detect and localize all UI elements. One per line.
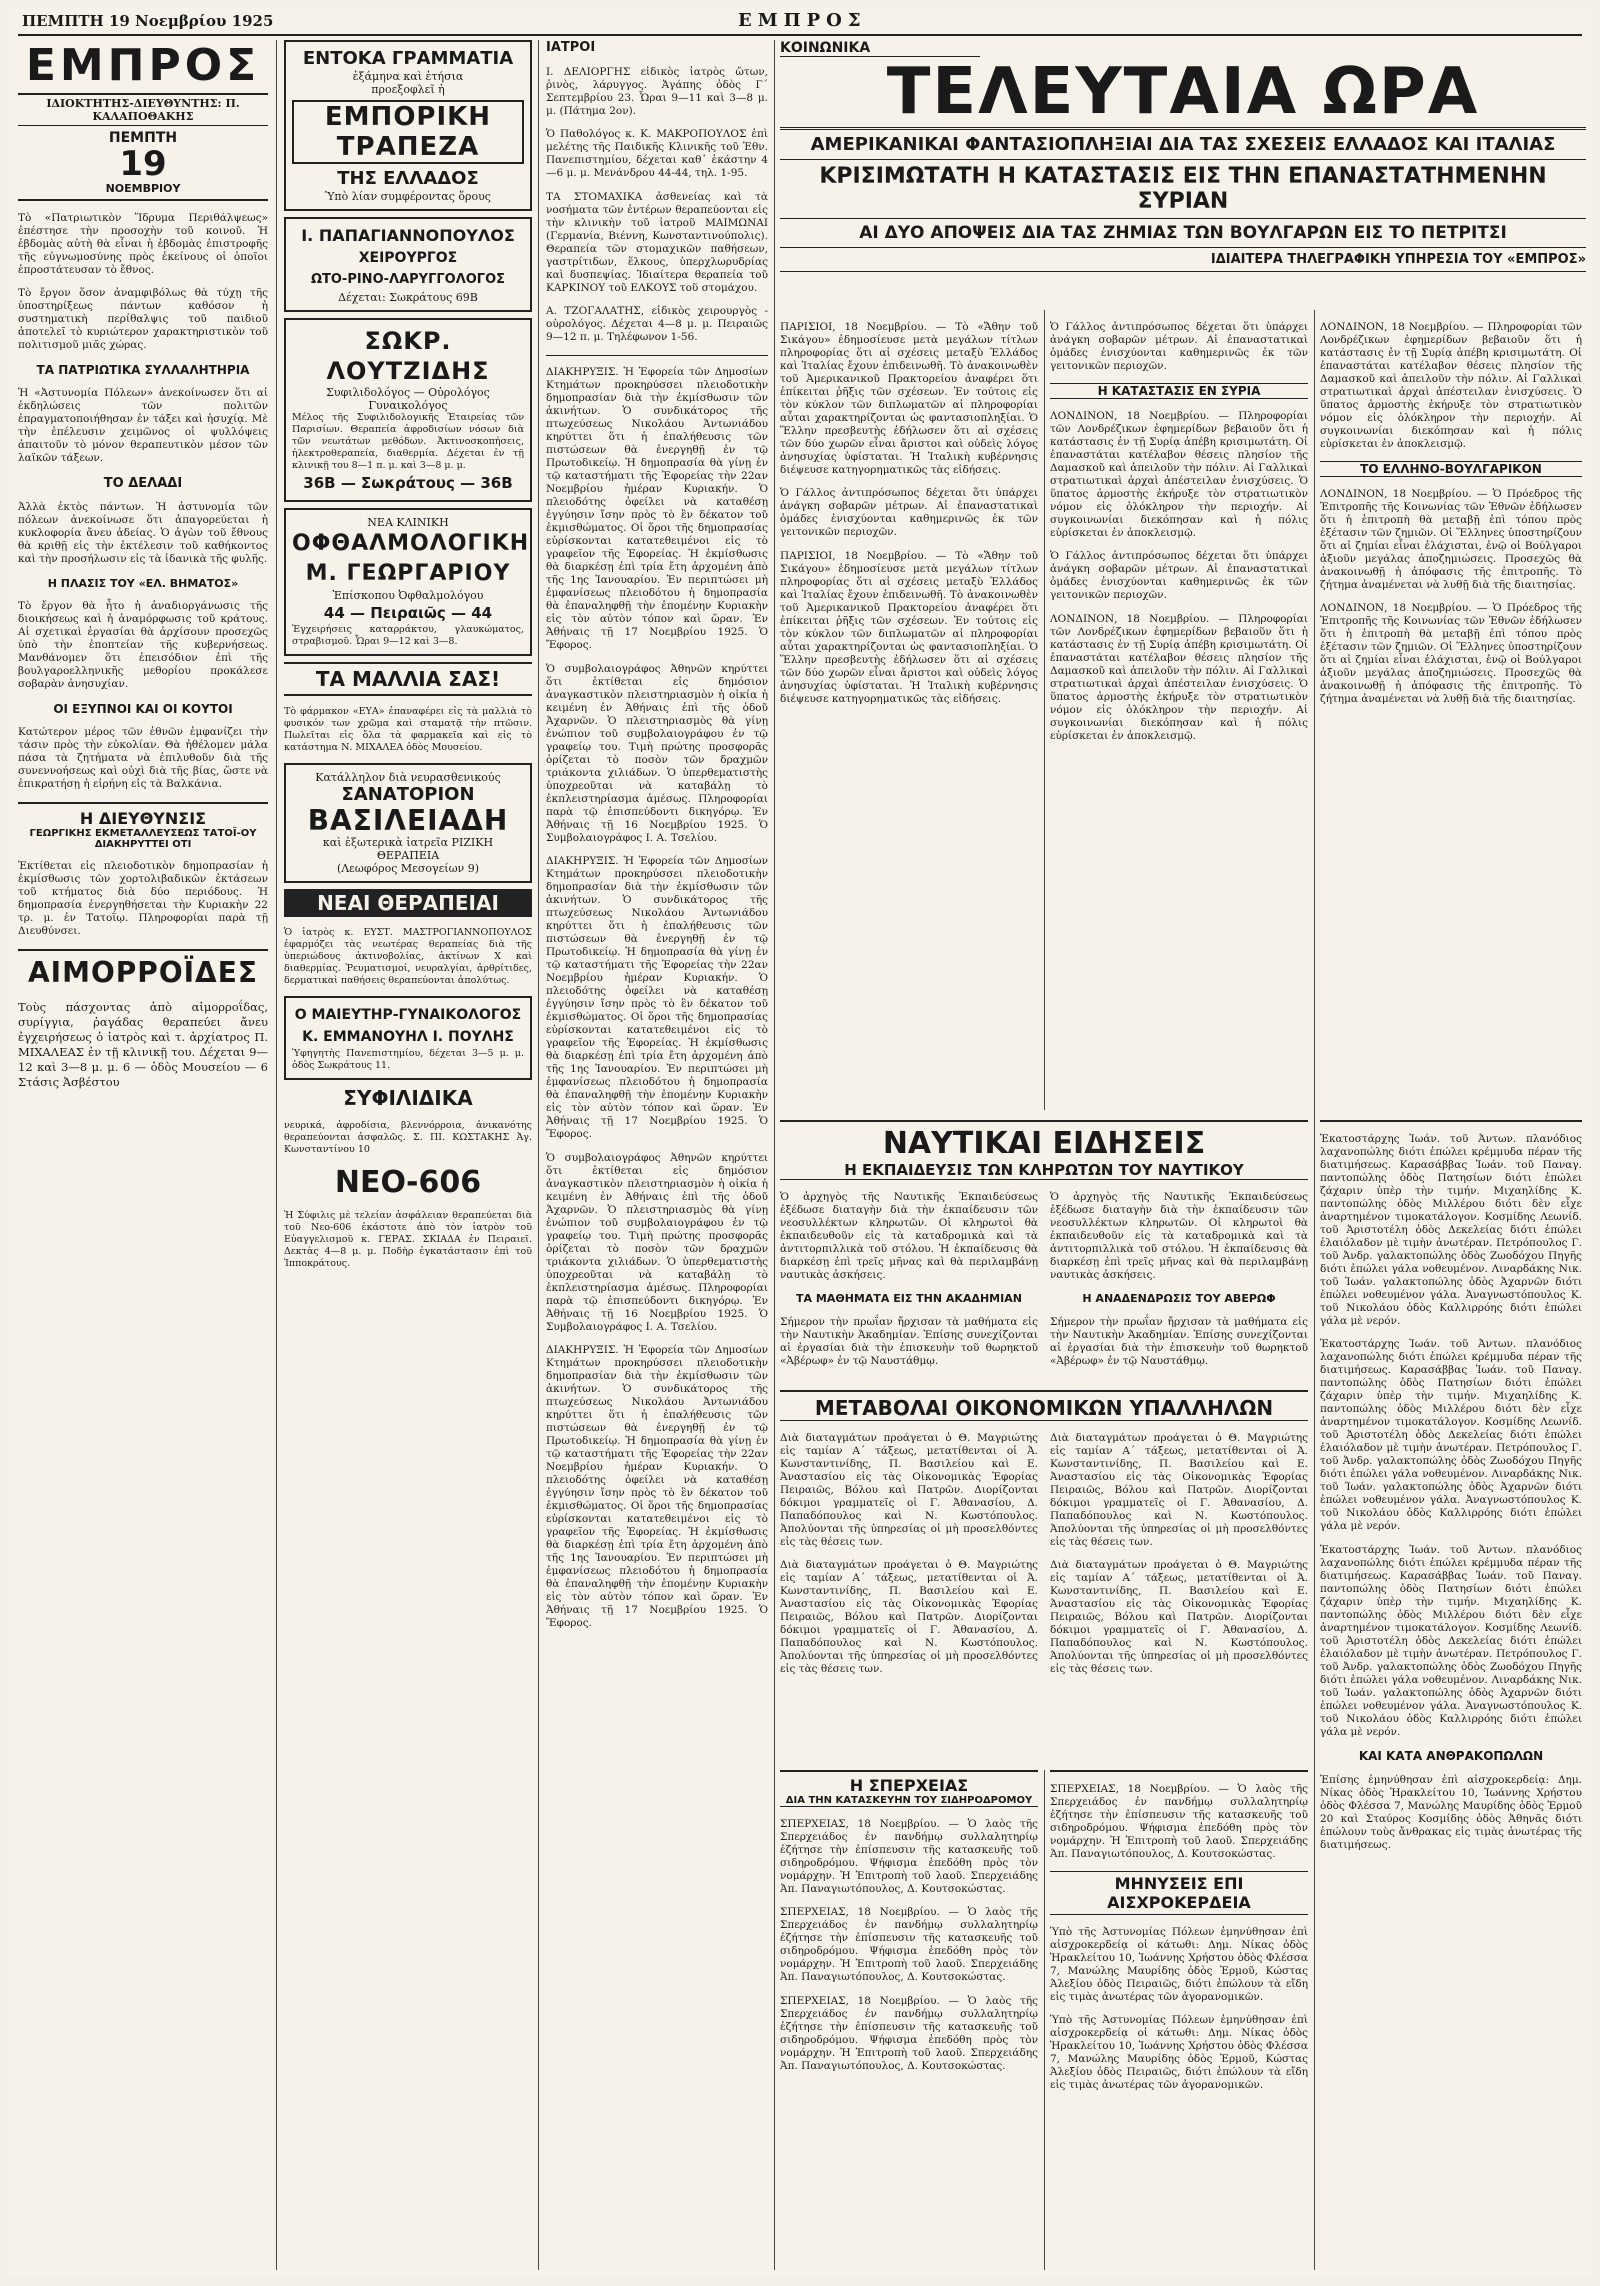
ad-oph-line5: 44 — Πειραιῶς — 44 xyxy=(323,604,493,622)
date-box xyxy=(18,126,268,201)
right-block xyxy=(780,40,1586,2270)
ad-obst-line2: Κ. ΕΜΜΑΝΟΥΗΛ Ι. ΠΟΥΛΗΣ xyxy=(302,1029,514,1045)
headline-2: ΚΡΙΣΙΜΩΤΑΤΗ Η ΚΑΤΑΣΤΑΣΙΣ ΕΙΣ ΤΗΝ ΕΠΑΝΑΣΤΑΤΗΜΕΝΗΝ ΣΥΡΙΑΝ xyxy=(780,160,1586,219)
ad-bank-line6: Ὑπὸ λίαν συμφέροντας ὅρους xyxy=(325,190,491,203)
ad-loutzidis-text: Μέλος τῆς Συφιλιδολογικῆς Ἑταιρείας τῶν Παρισίων. Θεραπεία ἀφροδισίων νόσων διὰ τῶν νεωτάτων μεθόδων. Ἀκτινοσκοπήσεις, ἠλεκτροθεραπεία, διαθερμία. Δέχεται ἐν τῇ κλινικῇ του 8—1 π. μ. καὶ 3—8 μ. μ. xyxy=(292,412,524,471)
ad-neo606-text: Ἡ Σύφιλις μὲ τελείαν ἀσφάλειαν θεραπεύεται διὰ τοῦ Νεο-606 ἑκάστοτε ἀπὸ τὸν ἰατρὸν τοῦ Εὐαγγελισμοῦ κ. ΓΕΡΑΣ. ΣΚΙΑΔΑ ἐν Πειραιεῖ. Δεκτὰς 4—8 μ. μ. Ποδὴρ ἐγκατάστασιν ἐπὶ τοῦ Ἱπποκράτους. xyxy=(284,1209,532,1269)
listings-column xyxy=(1320,1120,1582,2270)
date-number: 19 xyxy=(119,144,167,184)
ad-bank-line3: προεξοφλεῖ ἡ xyxy=(371,83,445,96)
headline-1: ΑΜΕΡΙΚΑΝΙΚΑΙ ΦΑΝΤΑΣΙΟΠΛΗΞΙΑΙ ΔΙΑ ΤΑΣ ΣΧΕΣΕΙΣ ΕΛΛΑΔΟΣ ΚΑΙ ΙΤΑΛΙΑΣ xyxy=(780,130,1586,160)
ad-loutzidis-address: 36Β — Σωκράτους — 36Β xyxy=(303,474,513,492)
col1-sub3: Η ΠΛΑΣΙΣ ΤΟΥ «ΕΛ. ΒΗΜΑΤΟΣ» xyxy=(47,576,239,590)
col1-sub5: Η ΔΙΕΥΘΥΝΣΙΣ xyxy=(79,808,207,828)
column-rule xyxy=(276,40,277,2270)
right-text: Ἐκατοστάρχης Ἰωάν. τοῦ Ἀντων. πλανόδιος λαχανοπώλης διότι ἐπώλει κρέμμυδα πέραν τῆς διατιμήσεως. Καρασάββας Ἰωάν. τοῦ Παναγ. παντοπώλης ὁδὸς Πατησίων διότι ἐπώλει ζάχαριν ὑπὲρ τὴν τιμήν. Μιχαηλίδης Κ. παντοπώλης ὁδὸς Μιλλέρου διότι δὲν εἶχε ἀναρτημένον τιμοκατάλογον. Κοσμίδης Λεωνίδ. τοῦ Ἀριστοτέλη ὁδὸς Δεκελείας διότι ἐπώλει ἐλαιόλαδον μὲ τιμὴν ἀνωτέραν. Πετρόπουλος Γ. τοῦ Ἀνδρ. γαλακτοπώλης ὁδὸς Ζωοδόχου Πηγῆς διότι ἐπώλει γάλα νοθευμένον. Λιναρδάκης Νικ. τοῦ Ἰωάν. γαλακτοπώλης ὁδὸς Ἀχαρνῶν διότι ἐπώλει νοθευμένον γάλα. Ἀναγνωστόπουλος Κ. τοῦ Νικολάου ὁδὸς Καλλιρρόης διότι ἐπώλει γάλα μὲ νερόν. xyxy=(1320,1132,1582,1327)
column-rule xyxy=(538,40,539,2270)
news-a2c: ΛΟΝΔΙΝΟΝ, 18 Νοεμβρίου. — Πληροφορίαι τῶν Λονδρέζικων ἐφημερίδων βεβαιοῦν ὅτι ἡ κατάστασις ἐν τῇ Συρίᾳ ἀπέβη κρισιμωτάτη. Οἱ ἐπαναστάται κατέλαβον θέσεις πλησίον τῆς Δαμασκοῦ καὶ ἀπειλοῦν τὴν πόλιν. Αἱ Γαλλικαὶ στρατιωτικαὶ ἀρχαὶ ἀπέστειλαν ἐνισχύσεις. Ὁ ὕπατος ἁρμοστὴς ἐκήρυξε τὸν στρατιωτικὸν νόμον εἰς ὁλόκληρον τὴν περιοχήν. Αἱ συγκοινωνίαι διεκόπησαν καὶ ἡ πόλις εὑρίσκεται ἐν ἀποκλεισμῷ. xyxy=(1320,320,1582,450)
ad-loutzidis-spec: Συφιλιδολόγος — Οὐρολόγος Γυναικολόγος xyxy=(326,386,490,412)
news-a1: ΠΑΡΙΣΙΟΙ, 18 Νοεμβρίου. — Τὸ «Ἄθην τοῦ Σικάγου» ἐδημοσίευσε μετὰ μεγάλων τίτλων πληροφορίας ὅτι αἱ σχέσεις μεταξὺ Ἑλλάδος καὶ Ἰταλίας ἔχουν ἐπιδεινωθῆ. Τὸ ἀνακοινωθὲν τοῦ Ἀμερικανικοῦ Πρακτορείου ἀναφέρει ὅτι ἐπίκειται ῥῆξις τῶν σχέσεων. Ἐν τούτοις εἰς τὸν κύκλον τῶν διπλωματῶν αἱ πληροφορίαι αὗται χαρακτηρίζονται ὡς φαντασιοπληξίαι. Ὁ Ἕλλην πρεσβευτὴς ἐδήλωσεν ὅτι αἱ σχέσεις τῶν δύο χωρῶν εἶναι ἄριστοι καὶ οὐδεὶς λόγος ἀνησυχίας ὑφίσταται. Ἡ Ἰταλικὴ κυβέρνησις διέψευσε κατηγορηματικῶς τὰς εἰδήσεις. xyxy=(780,320,1038,476)
ad-syphilis-title: ΣΥΦΙΛΙΔΙΚΑ xyxy=(343,1086,473,1110)
econ-text-d: Διὰ διαταγμάτων προάγεται ὁ Θ. Μαγριώτης εἰς ταμίαν Α΄ τάξεως, μετατίθενται οἱ Ἀ. Κωνσταντινίδης, Π. Βασιλείου καὶ Ε. Ἀναστασίου εἰς τὰς Οἰκονομικὰς Ἐφορίας Πειραιῶς, Βόλου καὶ Πατρῶν. Διορίζονται δόκιμοι γραμματεῖς οἱ Γ. Ἀθανασίου, Δ. Παπαδόπουλος καὶ Ν. Κωστόπουλος. Ἀπολύονται τῆς ὑπηρεσίας οἱ μὴ προσελθόντες εἰς τὰς θέσεις των. xyxy=(1050,1559,1308,1675)
naval-news xyxy=(780,1120,1308,1382)
ad-sanatorium-line2: ΣΑΝΑΤΟΡΙΟΝ xyxy=(341,784,475,805)
col3-p3: ΤΑ ΣΤΟΜΑΧΙΚΑ ἀσθενείας καὶ τὰ νοσήματα τῶν ἐντέρων θεραπεύονται εἰς τὴν κλινικὴν τοῦ ἰατροῦ ΜΑΙΜΩΝΑΙ (Γερμανία, Βιέννη, Κωνσταντινούπολις). Θεραπεία τῶν στομαχικῶν παθήσεων, γαστρίτιδων, ἕλκους, ὑπερχλωρυδρίας καὶ δυσπεψίας. Ἰδιαίτερα θεραπεία τοῦ ΚΑΡΚΙΝΟΥ τοῦ ΕΛΚΟΥΣ τοῦ στομάχου. xyxy=(546,190,768,294)
date-line: ΠΕΜΠΤΗ 19 Νοεμβρίου 1925 xyxy=(22,12,274,30)
date-day: ΠΕΜΠΤΗ xyxy=(108,130,178,146)
naval-text2: Σήμερον τὴν πρωΐαν ἤρχισαν τὰ μαθήματα εἰς τὴν Ναυτικὴν Ἀκαδημίαν. Ἐπίσης συνεχίζονται αἱ ἐργασίαι διὰ τὴν ἐπισκευὴν τοῦ θωρηκτοῦ «Ἀβέρωφ» ἐν τῷ Ναυστάθμῳ. xyxy=(780,1315,1038,1367)
right-text-c: Ἐκατοστάρχης Ἰωάν. τοῦ Ἀντων. πλανόδιος λαχανοπώλης διότι ἐπώλει κρέμμυδα πέραν τῆς διατιμήσεως. Καρασάββας Ἰωάν. τοῦ Παναγ. παντοπώλης ὁδὸς Πατησίων διότι ἐπώλει ζάχαριν ὑπὲρ τὴν τιμήν. Μιχαηλίδης Κ. παντοπώλης ὁδὸς Μιλλέρου διότι δὲν εἶχε ἀναρτημένον τιμοκατάλογον. Κοσμίδης Λεωνίδ. τοῦ Ἀριστοτέλη ὁδὸς Δεκελείας διότι ἐπώλει ἐλαιόλαδον μὲ τιμὴν ἀνωτέραν. Πετρόπουλος Γ. τοῦ Ἀνδρ. γαλακτοπώλης ὁδὸς Ζωοδόχου Πηγῆς διότι ἐπώλει γάλα νοθευμένον. Λιναρδάκης Νικ. τοῦ Ἰωάν. γαλακτοπώλης ὁδὸς Ἀχαρνῶν διότι ἐπώλει νοθευμένον γάλα. Ἀναγνωστόπουλος Κ. τοῦ Νικολάου ὁδὸς Καλλιρρόης διότι ἐπώλει γάλα μὲ νερόν. xyxy=(1320,1543,1582,1738)
ad-obst-line3: Ὑφηγητὴς Πανεπιστημίου, δέχεται 3—5 μ. μ. ὁδὸς Σωκράτους 11. xyxy=(292,1048,524,1071)
news-a2: ΛΟΝΔΙΝΟΝ, 18 Νοεμβρίου. — Πληροφορίαι τῶν Λονδρέζικων ἐφημερίδων βεβαιοῦν ὅτι ἡ κατάστασις ἐν τῇ Συρίᾳ ἀπέβη κρισιμωτάτη. Οἱ ἐπαναστάται κατέλαβον θέσεις πλησίον τῆς Δαμασκοῦ καὶ ἀπειλοῦν τὴν πόλιν. Αἱ Γαλλικαὶ στρατιωτικαὶ ἀρχαὶ ἀπέστειλαν ἐνισχύσεις. Ὁ ὕπατος ἁρμοστὴς ἐκήρυξε τὸν στρατιωτικὸν νόμον εἰς ὁλόκληρον τὴν περιοχήν. Αἱ συγκοινωνίαι διεκόπησαν καὶ ἡ πόλις εὑρίσκεται ἐν ἀποκλεισμῷ. xyxy=(1050,409,1308,539)
naval-sub2: ΤΑ ΜΑΘΗΜΑΤΑ ΕΙΣ ΤΗΝ ΑΚΑΔΗΜΙΑΝ xyxy=(796,1292,1022,1305)
col1-p5: Κατώτερον μέρος τῶν ἐθνῶν ἐμφανίζει τὴν τάσιν πρὸς τὴν εὐκολίαν. Θὰ ἠθέλομεν μάλα πάσα τὰ ζητήματα νὰ ἐπιλυθοῦν διὰ τῆς συνεννοήσεως καὶ οὐχὶ διὰ τῆς βίας, ὥστε νὰ ἐπικρατήσῃ ἡ εἰρήνη εἰς τὰ Βαλκάνια. xyxy=(18,726,268,790)
divider xyxy=(18,949,268,951)
top-strip xyxy=(18,8,1582,36)
col1-p4: Τὸ ἔργον θὰ ἦτο ἡ ἀναδιοργάνωσις τῆς διοικήσεως καὶ ἡ ἀναμόρφωσις τοῦ κράτους. Αἱ σχετικαὶ ἐργασίαι θὰ ἀρχίσουν προσεχῶς ὑπὸ τὴν ἐποπτείαν τῆς κυβερνήσεως. Μανθάνομεν ὅτι ἐπεισόδιον ἐπὶ τῆς βουλγαροελληνικῆς μεθορίου προκάλεσε σοβαρὰν ἀνησυχίαν. xyxy=(18,600,268,690)
col3-p6: Ὁ συμβολαιογράφος Ἀθηνῶν κηρύττει ὅτι ἐκτίθεται εἰς δημόσιον ἀναγκαστικὸν πλειστηριασμὸν ἡ οἰκία ἡ κειμένη ἐν Ἀθήναις ἐπὶ τῆς ὁδοῦ Ἀχαρνῶν. Ὁ πλειστηριασμὸς θὰ γίνῃ ἐνώπιον τοῦ συμβολαιογράφου ἐν τῷ γραφείῳ του. Τιμὴ πρώτης προσφορᾶς ὁρίζεται τὸ ποσὸν τῶν δραχμῶν τριάκοντα χιλιάδων. Ὁ ὑπερθεματιστὴς ὑποχρεοῦται νὰ καταβάλῃ τὸ ἐκπλειστηρίασμα ἀμέσως. Πληροφορίαι παρὰ τῷ ἐπισπεύδοντι δικηγόρῳ. Ἐν Ἀθήναις τῇ 16 Νοεμβρίου 1925. Ὁ Συμβολαιογράφος Ι. Α. Τσελίου. xyxy=(546,662,768,844)
col1-sub2: ΤΟ ΔΕΛΑΔΙ xyxy=(103,475,183,491)
ad-surgeon-spec: ΩΤΟ-ΡΙΝΟ-ΛΑΡΥΓΓΟΛΟΓΟΣ xyxy=(310,272,506,287)
myn-title: ΜΗΝΥΣΕΙΣ ΕΠΙ ΑΙΣΧΡΟΚΕΡΔΕΙΑ xyxy=(1050,1871,1308,1915)
col1-p6: Ἐκτίθεται εἰς πλειοδοτικὸν δημοπρασίαν ἡ ἐκμίσθωσις τῶν χορτολιβαδικῶν ἐκτάσεων τοῦ κτήματος διὰ δύο περιόδους. Ἡ δημοπρασία ἐνεργηθήσεται τὴν Κυριακὴν 22 τρ. μ. ἐν Τατοΐῳ. Πληροφορίαι παρὰ τῇ Διευθύνσει. xyxy=(18,860,268,937)
ad-oph-line4: Ἐπίσκοπου Ὀφθαλμολόγου xyxy=(332,589,484,602)
ad-sanatorium-line4: καὶ ἐξωτερικὰ ἰατρεῖα ΡΙΖΙΚΗ ΘΕΡΑΠΕΙΑ xyxy=(322,836,494,862)
column-2-ads xyxy=(284,40,532,2270)
ad-therapies-text: Ὁ ἰατρὸς κ. ΕΥΣΤ. ΜΑΣΤΡΟΓΙΑΝΝΟΠΟΥΛΟΣ ἐφαρμόζει τὰς νεωτέρας θεραπείας διὰ τῆς ὑπεριώδους ἀκτινοβολίας, ἀκτίνων Χ καὶ διαθερμίας. Ῥευματισμοί, νευραλγίαι, ἀρθρίτιδες, δερματικαὶ παθήσεις θεραπεύονται ἀπολύτως. xyxy=(284,926,532,986)
ad-loutzidis xyxy=(284,318,532,502)
news-sub1: Η ΚΑΤΑΣΤΑΣΙΣ ΕΝ ΣΥΡΙΑ xyxy=(1050,383,1308,399)
newspaper-page xyxy=(8,8,1592,2278)
news-a4: ΛΟΝΔΙΝΟΝ, 18 Νοεμβρίου. — Ὁ Πρόεδρος τῆς Ἐπιτροπῆς τῆς Κοινωνίας τῶν Ἐθνῶν ἐδήλωσεν ὅτι ἡ ἐπιτροπὴ θὰ μεταβῇ ἐπὶ τόπου πρὸς ἐξέτασιν τῶν ζημιῶν. Οἱ Ἕλληνες ὑποστηρίζουν ὅτι αἱ ζημίαι εἶναι ἐλάχισται, ἐνῷ οἱ Βούλγαροι ἀξιοῦν μεγάλας ἀποζημιώσεις. Προσεχῶς θὰ ἀνακοινωθῇ ἡ ἀπόφασις τῆς ἐπιτροπῆς. Τὸ ζήτημα ἀναμένεται νὰ λυθῇ διὰ τῆς διαιτησίας. xyxy=(1320,487,1582,591)
ad-ophthalmology xyxy=(284,508,532,656)
news-a3: Ὁ Γάλλος ἀντιπρόσωπος δέχεται ὅτι ὑπάρχει ἀνάγκη σοβαρῶν μέτρων. Αἱ ἐπαναστατικαὶ ὁμάδες ἐνισχύονται καθημερινῶς ἐκ τῶν γειτονικῶν περιοχῶν. xyxy=(780,487,1038,538)
economic-officials xyxy=(780,1390,1308,1762)
news-a2b: ΛΟΝΔΙΝΟΝ, 18 Νοεμβρίου. — Πληροφορίαι τῶν Λονδρέζικων ἐφημερίδων βεβαιοῦν ὅτι ἡ κατάστασις ἐν τῇ Συρίᾳ ἀπέβη κρισιμωτάτη. Οἱ ἐπαναστάται κατέλαβον θέσεις πλησίον τῆς Δαμασκοῦ καὶ ἀπειλοῦν τὴν πόλιν. Αἱ Γαλλικαὶ στρατιωτικαὶ ἀρχαὶ ἀπέστειλαν ἐνισχύσεις. Ὁ ὕπατος ἁρμοστὴς ἐκήρυξε τὸν στρατιωτικὸν νόμον εἰς ὁλόκληρον τὴν περιοχήν. Αἱ συγκοινωνίαι διεκόπησαν καὶ ἡ πόλις εὑρίσκεται ἐν ἀποκλεισμῷ. xyxy=(1050,612,1308,742)
masthead-title: ΕΜΠΡΟΣ xyxy=(18,40,268,95)
masthead-small: ΕΜΠΡΟΣ xyxy=(738,10,867,31)
right-sub: ΚΑΙ ΚΑΤΑ ΑΝΘΡΑΚΟΠΩΛΩΝ xyxy=(1358,1749,1544,1763)
naval-title: ΝΑΥΤΙΚΑΙ ΕΙΔΗΣΕΙΣ xyxy=(882,1126,1206,1161)
ad-neo606-title: ΝΕΟ-606 xyxy=(334,1165,482,1200)
col3-p5-repeat2: ΔΙΑΚΗΡΥΞΙΣ. Ἡ Ἐφορεία τῶν Δημοσίων Κτημάτων προκηρύσσει πλειοδοτικὴν δημοπρασίαν διὰ τὴν ἐκμίσθωσιν τῶν ἀκινήτων. Ὁ συνδικάτορος τῆς πτωχεύσεως Νικολάου Ἀντωνιάδου κηρύττει ὅτι ἡ ἐπαλήθευσις τῶν πιστώσεων θὰ ἐνεργηθῇ ἐν τῷ Πρωτοδικείῳ. Ἡ δημοπρασία θὰ γίνῃ ἐν τῷ καταστήματι τῆς Ἐφορείας τὴν 22αν Νοεμβρίου ἡμέραν Κυριακήν. Ὁ πλειοδότης ὀφείλει νὰ καταθέσῃ ἐγγύησιν ἴσην πρὸς τὸ ἓν δέκατον τοῦ ἐκμισθώματος. Οἱ ὅροι τῆς δημοπρασίας εὑρίσκονται κατατεθειμένοι εἰς τὸ γραφεῖον τῆς Ἐφορείας. Ἡ ἐκμίσθωσις θὰ διαρκέσῃ ἐπὶ τρία ἔτη ἀρχομένη ἀπὸ τῆς 1ης Ἰανουαρίου. Ἐν περιπτώσει μὴ ἐμφανίσεως πλειοδότου ἡ δημοπρασία θὰ ἐπαναληφθῇ τὴν ἑπομένην Κυριακὴν εἰς τὸν αὐτὸν τόπον καὶ ὥραν. Ἐν Ἀθήναις τῇ 17 Νοεμβρίου 1925. Ὁ Ἔφορος. xyxy=(546,1344,768,1629)
ad-oph-line3: Μ. ΓΕΩΡΓΑΡΙΟΥ xyxy=(305,561,511,586)
ad-oph-line1: ΝΕΑ ΚΛΙΝΙΚΗ xyxy=(367,516,449,529)
ad-syphilis-text: νευρικά, ἀφροδίσια, βλεννόρροια, ἀνικανότης θεραπεύονται ἀσφαλῶς. Σ. ΠΙ. ΚΩΣΤΑΚΗΣ Ἀγ. Κωνσταντίνου 10 xyxy=(284,1119,532,1155)
spercheias-section xyxy=(780,1770,1038,2270)
news-a4b: ΛΟΝΔΙΝΟΝ, 18 Νοεμβρίου. — Ὁ Πρόεδρος τῆς Ἐπιτροπῆς τῆς Κοινωνίας τῶν Ἐθνῶν ἐδήλωσεν ὅτι ἡ ἐπιτροπὴ θὰ μεταβῇ ἐπὶ τόπου πρὸς ἐξέτασιν τῶν ζημιῶν. Οἱ Ἕλληνες ὑποστηρίζουν ὅτι αἱ ζημίαι εἶναι ἐλάχισται, ἐνῷ οἱ Βούλγαροι ἀξιοῦν μεγάλας ἀποζημιώσεις. Προσεχῶς θὰ ἀνακοινωθῇ ἡ ἀπόφασις τῆς ἐπιτροπῆς. Τὸ ζήτημα ἀναμένεται νὰ λυθῇ διὰ τῆς διαιτησίας. xyxy=(1320,602,1582,705)
right-text2: Ἐπίσης ἐμηνύθησαν ἐπὶ αἰσχροκερδείᾳ: Δημ. Νίκας ὁδὸς Ἡρακλείτου 10, Ἰωάννης Χρήστου ὁδὸς Φλέσσα 7, Μανώλης Μαυρίδης ὁδὸς Ἑρμοῦ 20 καὶ Σταύρος Κοσμίδης ὁδὸς Ἀθηνᾶς διότι ἐπώλουν τοὺς ἄνθρακας εἰς τιμὰς ἀνωτέρας τῆς διατιμήσεως. xyxy=(1320,1773,1582,1851)
ad-bank-line2: ἐξάμηνα καὶ ἐτήσια xyxy=(352,70,464,83)
col3-p4: Α. ΤΖΟΓΑΛΑΤΗΣ, εἰδικὸς χειρουργὸς - οὐρολόγος. Δέχεται 4—8 μ. μ. Πειραιῶς 9—12 π. μ. Τηλέφωνον 1-56. xyxy=(546,305,768,343)
naval-text-b: Ὁ ἀρχηγὸς τῆς Ναυτικῆς Ἐκπαιδεύσεως ἐξέδωσε διαταγὴν διὰ τὴν ἐκπαίδευσιν τῶν νεοσυλλέκτων κληρωτῶν. Οἱ κληρωτοὶ θὰ ἐκπαιδευθοῦν εἰς τὰ καταδρομικὰ καὶ τὰ ἀντιτορπιλλικὰ τοῦ στόλου. Ἡ ἐκπαίδευσις θὰ διαρκέσῃ ἐπὶ τρεῖς μῆνας καὶ θὰ περιλαμβάνῃ ναυτικὰς ἀσκήσεις. xyxy=(1050,1190,1308,1281)
myn-text-b: Ὑπὸ τῆς Ἀστυνομίας Πόλεων ἐμηνύθησαν ἐπὶ αἰσχροκερδείᾳ οἱ κάτωθι: Δημ. Νίκας ὁδὸς Ἡρακλείτου 10, Ἰωάννης Χρήστου ὁδὸς Φλέσσα 7, Μανώλης Μαυρίδης ὁδὸς Ἑρμοῦ, Κώστας Ἀλεξίου ὁδὸς Πειραιῶς, διότι ἐπώλουν τὰ εἴδη εἰς τιμὰς ἀνωτέρας τῶν ἀγορανομικῶν. xyxy=(1050,2014,1308,2091)
col1-p2: Ἡ «Ἀστυνομία Πόλεων» ἀνεκοίνωσεν ὅτι αἱ ἐκδηλώσεις τῶν πολιτῶν ἐπραγματοποιήθησαν ἐν τάξει καὶ ἡσυχίᾳ. Μὲ τὴν ἐπέλευσιν χειμῶνος οἱ ψυλλόψεις ἀπαιτοῦν τὸ μόνον θεραπευτικὸν μέσον τῶν λαϊκῶν τάξεων. xyxy=(18,387,268,464)
news-sub2: ΤΟ ΕΛΛΗΝΟ-ΒΟΥΛΓΑΡΙΚΟΝ xyxy=(1320,461,1582,477)
econ-text-b: Διὰ διαταγμάτων προάγεται ὁ Θ. Μαγριώτης εἰς ταμίαν Α΄ τάξεως, μετατίθενται οἱ Ἀ. Κωνσταντινίδης, Π. Βασιλείου καὶ Ε. Ἀναστασίου εἰς τὰς Οἰκονομικὰς Ἐφορίας Πειραιῶς, Βόλου καὶ Πατρῶν. Διορίζονται δόκιμοι γραμματεῖς οἱ Γ. Ἀθανασίου, Δ. Παπαδόπουλος καὶ Ν. Κωστόπουλος. Ἀπολύονται τῆς ὑπηρεσίας οἱ μὴ προσελθόντες εἰς τὰς θέσεις των. xyxy=(780,1559,1038,1675)
subcol-rule xyxy=(1044,1770,1045,2270)
ad-bank xyxy=(284,40,532,211)
ad-surgeon-title: ΧΕΙΡΟΥΡΓΟΣ xyxy=(358,250,458,266)
ad-surgeon-name: Ι. ΠΑΠΑΓΙΑΝΝΟΠΟΥΛΟΣ xyxy=(301,226,515,245)
ad-hair-text: Τὸ φάρμακον «ΕΥΑ» ἐπαναφέρει εἰς τὰ μαλλιὰ τὸ φυσικόν των χρῶμα καὶ σταματᾷ τὴν πτῶσιν. Πωλεῖται εἰς ὅλα τὰ φαρμακεῖα καὶ εἰς τὸ κατάστημα Ν. ΜΙΧΑΛΕΑ ὁδὸς Μουσείου. xyxy=(284,705,532,753)
sprx-text: ΣΠΕΡΧΕΙΑΣ, 18 Νοεμβρίου. — Ὁ λαὸς τῆς Σπερχειάδος ἐν πανδήμῳ συλλαλητηρίῳ ἐζήτησε τὴν ἐπίσπευσιν τῆς κατασκευῆς τοῦ σιδηροδρόμου. Ψήφισμα ἐπεδόθη πρὸς τὸν νομάρχην. Ἡ Ἐπιτροπὴ τοῦ λαοῦ. Σπερχειάδης Ἀπ. Παναγιωτόπουλος, Δ. Κουτσοκώστας. xyxy=(780,1817,1038,1895)
news-a1b: Ὁ Γάλλος ἀντιπρόσωπος δέχεται ὅτι ὑπάρχει ἀνάγκη σοβαρῶν μέτρων. Αἱ ἐπαναστατικαὶ ὁμάδες ἐνισχύονται καθημερινῶς ἐκ τῶν γειτονικῶν περιοχῶν. xyxy=(1050,320,1308,372)
column-1 xyxy=(18,40,268,2270)
econ-text: Διὰ διαταγμάτων προάγεται ὁ Θ. Μαγριώτης εἰς ταμίαν Α΄ τάξεως, μετατίθενται οἱ Ἀ. Κωνσταντινίδης, Π. Βασιλείου καὶ Ε. Ἀναστασίου εἰς τὰς Οἰκονομικὰς Ἐφορίας Πειραιῶς, Βόλου καὶ Πατρῶν. Διορίζονται δόκιμοι γραμματεῖς οἱ Γ. Ἀθανασίου, Δ. Παπαδόπουλος καὶ Ν. Κωστόπουλος. Ἀπολύονται τῆς ὑπηρεσίας οἱ μὴ προσελθόντες εἰς τὰς θέσεις των. xyxy=(780,1431,1038,1548)
col1-ad-text: Τοὺς πάσχοντας ἀπὸ αἱμορροΐδας, συρίγγια, ῥαγάδας θεραπεύει ἄνευ ἐγχειρήσεως ὁ ἰατρὸς καὶ τ. ἀρχίατρος Π. ΜΙΧΑΛΕΑΣ ἐν τῇ κλινικῇ του. Δέχεται 9—12 καὶ 3—8 μ. μ. 6 — ὁδὸς Μουσείου — 6 Στάσις Ἀσβέστου xyxy=(18,1000,268,1089)
news-a3b: Ὁ Γάλλος ἀντιπρόσωπος δέχεται ὅτι ὑπάρχει ἀνάγκη σοβαρῶν μέτρων. Αἱ ἐπαναστατικαὶ ὁμάδες ἐνισχύονται καθημερινῶς ἐκ τῶν γειτονικῶν περιοχῶν. xyxy=(1050,550,1308,601)
ad-surgeon-address: Δέχεται: Σωκράτους 69Β xyxy=(338,291,478,304)
col3-p2: Ὁ Παθολόγος κ. Κ. ΜΑΚΡΟΠΟΥΛΟΣ ἐπὶ μελέτης τῆς Παιδικῆς Κλινικῆς τοῦ Ἐθν. Πανεπιστημίου, δέχεται καθ᾽ ἑκάστην 4—6 μ. μ. Μενάνδρου 44-44, τηλ. 1-95. xyxy=(546,128,768,179)
col1-p1: Τὸ ἔργον ὅσον ἀναμφιβόλως θὰ τύχῃ τῆς ὑποστηρίξεως πάντων καθόσον ἡ συστηματικὴ περίθαλψις τοῦ παιδιοῦ ἀποτελεῖ τὸ κυριώτερον χαρακτηριστικὸν τοῦ πολιτισμοῦ μιᾶς χώρας. xyxy=(18,287,268,351)
naval-text: Ὁ ἀρχηγὸς τῆς Ναυτικῆς Ἐκπαιδεύσεως ἐξέδωσε διαταγὴν διὰ τὴν ἐκπαίδευσιν τῶν νεοσυλλέκτων κληρωτῶν. Οἱ κληρωτοὶ θὰ ἐκπαιδευθοῦν εἰς τὰ καταδρομικὰ καὶ τὰ ἀντιτορπιλλικὰ τοῦ στόλου. Ἡ ἐκπαίδευσις θὰ διαρκέσῃ ἐπὶ τρεῖς μῆνας καὶ θὰ περιλαμβάνῃ ναυτικὰς ἀσκήσεις. xyxy=(780,1190,1038,1281)
naval-subtitle: Η ΕΚΠΑΙΔΕΥΣΙΣ ΤΩΝ ΚΛΗΡΩΤΩΝ ΤΟΥ ΝΑΥΤΙΚΟΥ xyxy=(780,1161,1308,1180)
myn-text: Ὑπὸ τῆς Ἀστυνομίας Πόλεων ἐμηνύθησαν ἐπὶ αἰσχροκερδείᾳ οἱ κάτωθι: Δημ. Νίκας ὁδὸς Ἡρακλείτου 10, Ἰωάννης Χρήστου ὁδὸς Φλέσσα 7, Μανώλης Μαυρίδης ὁδὸς Ἑρμοῦ, Κώστας Ἀλεξίου ὁδὸς Πειραιῶς, διότι ἐπώλουν τὰ εἴδη εἰς τιμὰς ἀνωτέρας τῶν ἀγορανομικῶν. xyxy=(1050,1925,1308,2003)
column-rule xyxy=(774,40,775,2270)
masthead-director: ΙΔΙΟΚΤΗΤΗΣ-ΔΙΕΥΘΥΝΤΗΣ: Π. ΚΑΛΑΠΟΘΑΚΗΣ xyxy=(18,95,268,126)
last-hour-banner: ΤΕΛΕΥΤΑΙΑ ΩΡΑ xyxy=(780,57,1586,130)
sprx-sub: ΔΙΑ ΤΗΝ ΚΑΤΑΣΚΕΥΗΝ ΤΟΥ ΣΙΔΗΡΟΔΡΟΜΟΥ xyxy=(780,1795,1038,1807)
col1-sub5b: ΓΕΩΡΓΙΚΗΣ ΕΚΜΕΤΑΛΛΕΥΣΕΩΣ ΤΑΤΟΪ-ΟΥ ΔΙΑΚΗΡΥΤΤΕΙ ΟΤΙ xyxy=(29,827,257,850)
divider xyxy=(546,355,768,356)
headline-4: ΙΔΙΑΙΤΕΡΑ ΤΗΛΕΓΡΑΦΙΚΗ ΥΠΗΡΕΣΙΑ ΤΟΥ «ΕΜΠΡΟΣ» xyxy=(780,248,1586,272)
ad-bank-line5: ΤΗΣ ΕΛΛΑΔΟΣ xyxy=(337,168,479,189)
col1-lead: Τὸ «Πατριωτικὸν Ἵδρυμα Περιθάλψεως» ἐπέστησε τὴν προσοχὴν τοῦ κοινοῦ. Ἡ ἐβδομὰς αὐτὴ θὰ εἶναι ἡ ἑβδομὰς ἐπιστροφῆς τῆς εὐγνωμοσύνης πρὸς ἐκείνους οἱ ὁποῖοι ἐπροστάτευσαν τὸ ἔθνος. xyxy=(18,211,268,276)
econ-text-c: Διὰ διαταγμάτων προάγεται ὁ Θ. Μαγριώτης εἰς ταμίαν Α΄ τάξεως, μετατίθενται οἱ Ἀ. Κωνσταντινίδης, Π. Βασιλείου καὶ Ε. Ἀναστασίου εἰς τὰς Οἰκονομικὰς Ἐφορίας Πειραιῶς, Βόλου καὶ Πατρῶν. Διορίζονται δόκιμοι γραμματεῖς οἱ Γ. Ἀθανασίου, Δ. Παπαδόπουλος καὶ Ν. Κωστόπουλος. Ἀπολύονται τῆς ὑπηρεσίας οἱ μὴ προσελθόντες εἰς τὰς θέσεις των. xyxy=(1050,1431,1308,1548)
econ-title: ΜΕΤΑΒΟΛΑΙ ΟΙΚΟΝΟΜΙΚΩΝ ΥΠΑΛΛΗΛΩΝ xyxy=(780,1396,1308,1421)
ad-therapies-title: ΝΕΑΙ ΘΕΡΑΠΕΙΑΙ xyxy=(284,889,532,917)
sprx-title: Η ΣΠΕΡΧΕΙΑΣ xyxy=(849,1776,969,1795)
ad-bank-name: ΕΜΠΟΡΙΚΗ ΤΡΑΠΕΖΑ xyxy=(292,100,524,164)
col3-p5-repeat: ΔΙΑΚΗΡΥΞΙΣ. Ἡ Ἐφορεία τῶν Δημοσίων Κτημάτων προκηρύσσει πλειοδοτικὴν δημοπρασίαν διὰ τὴν ἐκμίσθωσιν τῶν ἀκινήτων. Ὁ συνδικάτορος τῆς πτωχεύσεως Νικολάου Ἀντωνιάδου κηρύττει ὅτι ἡ ἐπαλήθευσις τῶν πιστώσεων θὰ ἐνεργηθῇ ἐν τῷ Πρωτοδικείῳ. Ἡ δημοπρασία θὰ γίνῃ ἐν τῷ καταστήματι τῆς Ἐφορείας τὴν 22αν Νοεμβρίου ἡμέραν Κυριακήν. Ὁ πλειοδότης ὀφείλει νὰ καταθέσῃ ἐγγύησιν ἴσην πρὸς τὸ ἓν δέκατον τοῦ ἐκμισθώματος. Οἱ ὅροι τῆς δημοπρασίας εὑρίσκονται κατατεθειμένοι εἰς τὸ γραφεῖον τῆς Ἐφορείας. Ἡ ἐκμίσθωσις θὰ διαρκέσῃ ἐπὶ τρία ἔτη ἀρχομένη ἀπὸ τῆς 1ης Ἰανουαρίου. Ἐν περιπτώσει μὴ ἐμφανίσεως πλειοδότου ἡ δημοπρασία θὰ ἐπαναληφθῇ τὴν ἑπομένην Κυριακὴν εἰς τὸν αὐτὸν τόπον καὶ ὥραν. Ἐν Ἀθήναις τῇ 17 Νοεμβρίου 1925. Ὁ Ἔφορος. xyxy=(546,855,768,1140)
naval-sub3: Η ΑΝΑΔΕΝΔΡΩΣΙΣ ΤΟΥ ΑΒΕΡΩΦ xyxy=(1082,1292,1276,1305)
ad-sanatorium xyxy=(284,763,532,883)
col1-ad-title: ΑΙΜΟΡΡΟΪΔΕΣ xyxy=(28,955,258,989)
sprx-text-c: ΣΠΕΡΧΕΙΑΣ, 18 Νοεμβρίου. — Ὁ λαὸς τῆς Σπερχειάδος ἐν πανδήμῳ συλλαλητηρίῳ ἐζήτησε τὴν ἐπίσπευσιν τῆς κατασκευῆς τοῦ σιδηροδρόμου. Ψήφισμα ἐπεδόθη πρὸς τὸν νομάρχην. Ἡ Ἐπιτροπὴ τοῦ λαοῦ. Σπερχειάδης Ἀπ. Παναγιωτόπουλος, Δ. Κουτσοκώστας. xyxy=(780,1994,1038,2072)
news-subcol-1 xyxy=(780,310,1038,1110)
ad-sanatorium-line5: (Λεωφόρος Μεσογείων 9) xyxy=(336,862,480,875)
col3-p6-repeat: Ὁ συμβολαιογράφος Ἀθηνῶν κηρύττει ὅτι ἐκτίθεται εἰς δημόσιον ἀναγκαστικὸν πλειστηριασμὸν ἡ οἰκία ἡ κειμένη ἐν Ἀθήναις ἐπὶ τῆς ὁδοῦ Ἀχαρνῶν. Ὁ πλειστηριασμὸς θὰ γίνῃ ἐνώπιον τοῦ συμβολαιογράφου ἐν τῷ γραφείῳ του. Τιμὴ πρώτης προσφορᾶς ὁρίζεται τὸ ποσὸν τῶν δραχμῶν τριάκοντα χιλιάδων. Ὁ ὑπερθεματιστὴς ὑποχρεοῦται νὰ καταβάλῃ τὸ ἐκπλειστηρίασμα ἀμέσως. Πληροφορίαι παρὰ τῷ ἐπισπεύδοντι δικηγόρῳ. Ἐν Ἀθήναις τῇ 16 Νοεμβρίου 1925. Ὁ Συμβολαιογράφος Ι. Α. Τσελίου. xyxy=(546,1151,768,1333)
naval-text2-b: Σήμερον τὴν πρωΐαν ἤρχισαν τὰ μαθήματα εἰς τὴν Ναυτικὴν Ἀκαδημίαν. Ἐπίσης συνεχίζονται αἱ ἐργασίαι διὰ τὴν ἐπισκευὴν τοῦ θωρηκτοῦ «Ἀβέρωφ» ἐν τῷ Ναυστάθμῳ. xyxy=(1050,1315,1308,1367)
mynyseis-section xyxy=(1050,1770,1308,2270)
sprx-text-b: ΣΠΕΡΧΕΙΑΣ, 18 Νοεμβρίου. — Ὁ λαὸς τῆς Σπερχειάδος ἐν πανδήμῳ συλλαλητηρίῳ ἐζήτησε τὴν ἐπίσπευσιν τῆς κατασκευῆς τοῦ σιδηροδρόμου. Ψήφισμα ἐπεδόθη πρὸς τὸν νομάρχην. Ἡ Ἐπιτροπὴ τοῦ λαοῦ. Σπερχειάδης Ἀπ. Παναγιωτόπουλος, Δ. Κουτσοκώστας. xyxy=(780,1906,1038,1983)
ad-surgeon xyxy=(284,217,532,312)
koinonika-section: ΚΟΙΝΩΝΙΚΑ xyxy=(780,40,980,57)
col3-p1: Ι. ΔΕΛΙΟΡΓΗΣ εἰδικὸς ἰατρὸς ὤτων, ῥινὸς, λάρυγγος. Ἀγάπης ὁδὸς Γ΄ Σεπτεμβρίου 23. Ὧραι 9—11 καὶ 3—8 μ. μ. (Πάτημα 2ον). xyxy=(546,65,768,117)
date-month: ΝΟΕΜΒΡΙΟΥ xyxy=(105,182,181,195)
col1-sub1: ΤΑ ΠΑΤΡΙΩΤΙΚΑ ΣΥΛΛΑΛΗΤΗΡΙΑ xyxy=(36,362,250,377)
ad-obstetrician xyxy=(284,996,532,1080)
ad-sanatorium-name: ΒΑΣΙΛΕΙΑΔΗ xyxy=(307,804,509,837)
col3-section: ΙΑΤΡΟΙ xyxy=(546,40,596,55)
ad-sanatorium-line1: Κατάλληλον διὰ νευρασθενικούς xyxy=(315,771,501,784)
subcol-rule xyxy=(1044,310,1045,1110)
sprx-cont: ΣΠΕΡΧΕΙΑΣ, 18 Νοεμβρίου. — Ὁ λαὸς τῆς Σπερχειάδος ἐν πανδήμῳ συλλαλητηρίῳ ἐζήτησε τὴν ἐπίσπευσιν τῆς κατασκευῆς τοῦ σιδηροδρόμου. Ψήφισμα ἐπεδόθη πρὸς τὸν νομάρχην. Ἡ Ἐπιτροπὴ τοῦ λαοῦ. Σπερχειάδης Ἀπ. Παναγιωτόπουλος, Δ. Κουτσοκώστας. xyxy=(1050,1782,1308,1860)
news-subcol-3 xyxy=(1320,310,1582,1110)
right-text-b: Ἐκατοστάρχης Ἰωάν. τοῦ Ἀντων. πλανόδιος λαχανοπώλης διότι ἐπώλει κρέμμυδα πέραν τῆς διατιμήσεως. Καρασάββας Ἰωάν. τοῦ Παναγ. παντοπώλης ὁδὸς Πατησίων διότι ἐπώλει ζάχαριν ὑπὲρ τὴν τιμήν. Μιχαηλίδης Κ. παντοπώλης ὁδὸς Μιλλέρου διότι δὲν εἶχε ἀναρτημένον τιμοκατάλογον. Κοσμίδης Λεωνίδ. τοῦ Ἀριστοτέλη ὁδὸς Δεκελείας διότι ἐπώλει ἐλαιόλαδον μὲ τιμὴν ἀνωτέραν. Πετρόπουλος Γ. τοῦ Ἀνδρ. γαλακτοπώλης ὁδὸς Ζωοδόχου Πηγῆς διότι ἐπώλει γάλα νοθευμένον. Λιναρδάκης Νικ. τοῦ Ἰωάν. γαλακτοπώλης ὁδὸς Ἀχαρνῶν διότι ἐπώλει νοθευμένον γάλα. Ἀναγνωστόπουλος Κ. τοῦ Νικολάου ὁδὸς Καλλιρρόης διότι ἐπώλει γάλα μὲ νερόν. xyxy=(1320,1338,1582,1532)
news-a1-cont: ΠΑΡΙΣΙΟΙ, 18 Νοεμβρίου. — Τὸ «Ἄθην τοῦ Σικάγου» ἐδημοσίευσε μετὰ μεγάλων τίτλων πληροφορίας ὅτι αἱ σχέσεις μεταξὺ Ἑλλάδος καὶ Ἰταλίας ἔχουν ἐπιδεινωθῆ. Τὸ ἀνακοινωθὲν τοῦ Ἀμερικανικοῦ Πρακτορείου ἀναφέρει ὅτι ἐπίκειται ῥῆξις τῶν σχέσεων. Ἐν τούτοις εἰς τὸν κύκλον τῶν διπλωματῶν αἱ πληροφορίαι αὗται χαρακτηρίζονται ὡς φαντασιοπληξίαι. Ὁ Ἕλλην πρεσβευτὴς ἐδήλωσεν ὅτι αἱ σχέσεις τῶν δύο χωρῶν εἶναι ἄριστοι καὶ οὐδεὶς λόγος ἀνησυχίας ὑφίσταται. Ἡ Ἰταλικὴ κυβέρνησις διέψευσε κατηγορηματικῶς τὰς εἰδήσεις. xyxy=(780,549,1038,705)
news-subcol-2 xyxy=(1050,310,1308,1110)
ad-oph-line2: ΟΦΘΑΛΜΟΛΟΓΙΚΗ xyxy=(292,531,530,556)
column-3 xyxy=(546,40,768,2270)
subcol-rule xyxy=(1314,310,1315,2270)
ad-loutzidis-name: ΣΩΚΡ. ΛΟΥΤΖΙΔΗΣ xyxy=(326,327,490,385)
ad-oph-line6: Ἐγχειρήσεις καταρράκτου, γλαυκώματος, στραβισμοῦ. Ὧραι 9—12 καὶ 3—8. xyxy=(292,624,524,647)
ad-obst-line1: Ο ΜΑΙΕΥΤΗΡ-ΓΥΝΑΙΚΟΛΟΓΟΣ xyxy=(294,1007,522,1023)
ad-hair-title: ΤΑ ΜΑΛΛΙΑ ΣΑΣ! xyxy=(284,662,532,696)
col1-p3: Ἀλλὰ ἐκτὸς πάντων. Ἡ ἀστυνομία τῶν πόλεων ἀνεκοίνωσε ὅτι ἀπαγορεύεται ἡ κυκλοφορία ἄνευ ἀδείας. Ὁ ἀγὼν τοῦ ἔθνους θὰ κριθῇ εἰς τὴν ἐκτέλεσιν τοῦ καθήκοντος καὶ τὴν προσήλωσιν εἰς τὰ ἰδανικὰ τῆς φυλῆς. xyxy=(18,501,268,565)
col3-p5: ΔΙΑΚΗΡΥΞΙΣ. Ἡ Ἐφορεία τῶν Δημοσίων Κτημάτων προκηρύσσει πλειοδοτικὴν δημοπρασίαν διὰ τὴν ἐκμίσθωσιν τῶν ἀκινήτων. Ὁ συνδικάτορος τῆς πτωχεύσεως Νικολάου Ἀντωνιάδου κηρύττει ὅτι ἡ ἐπαλήθευσις τῶν πιστώσεων θὰ ἐνεργηθῇ ἐν τῷ Πρωτοδικείῳ. Ἡ δημοπρασία θὰ γίνῃ ἐν τῷ καταστήματι τῆς Ἐφορείας τὴν 22αν Νοεμβρίου ἡμέραν Κυριακήν. Ὁ πλειοδότης ὀφείλει νὰ καταθέσῃ ἐγγύησιν ἴσην πρὸς τὸ ἓν δέκατον τοῦ ἐκμισθώματος. Οἱ ὅροι τῆς δημοπρασίας εὑρίσκονται κατατεθειμένοι εἰς τὸ γραφεῖον τῆς Ἐφορείας. Ἡ ἐκμίσθωσις θὰ διαρκέσῃ ἐπὶ τρία ἔτη ἀρχομένη ἀπὸ τῆς 1ης Ἰανουαρίου. Ἐν περιπτώσει μὴ ἐμφανίσεως πλειοδότου ἡ δημοπρασία θὰ ἐπαναληφθῇ τὴν ἑπομένην Κυριακὴν εἰς τὸν αὐτὸν τόπον καὶ ὥραν. Ἐν Ἀθήναις τῇ 17 Νοεμβρίου 1925. Ὁ Ἔφορος. xyxy=(546,366,768,651)
col1-sub4: ΟΙ ΕΞΥΠΝΟΙ ΚΑΙ ΟΙ ΚΟΥΤΟΙ xyxy=(53,701,233,716)
ad-bank-line1: ΕΝΤΟΚΑ ΓΡΑΜΜΑΤΙΑ xyxy=(302,48,514,69)
headline-3: ΑΙ ΔΥΟ ΑΠΟΨΕΙΣ ΔΙΑ ΤΑΣ ΖΗΜΙΑΣ ΤΩΝ ΒΟΥΛΓΑΡΩΝ ΕΙΣ ΤΟ ΠΕΤΡΙΤΣΙ xyxy=(780,219,1586,248)
divider xyxy=(18,802,268,804)
